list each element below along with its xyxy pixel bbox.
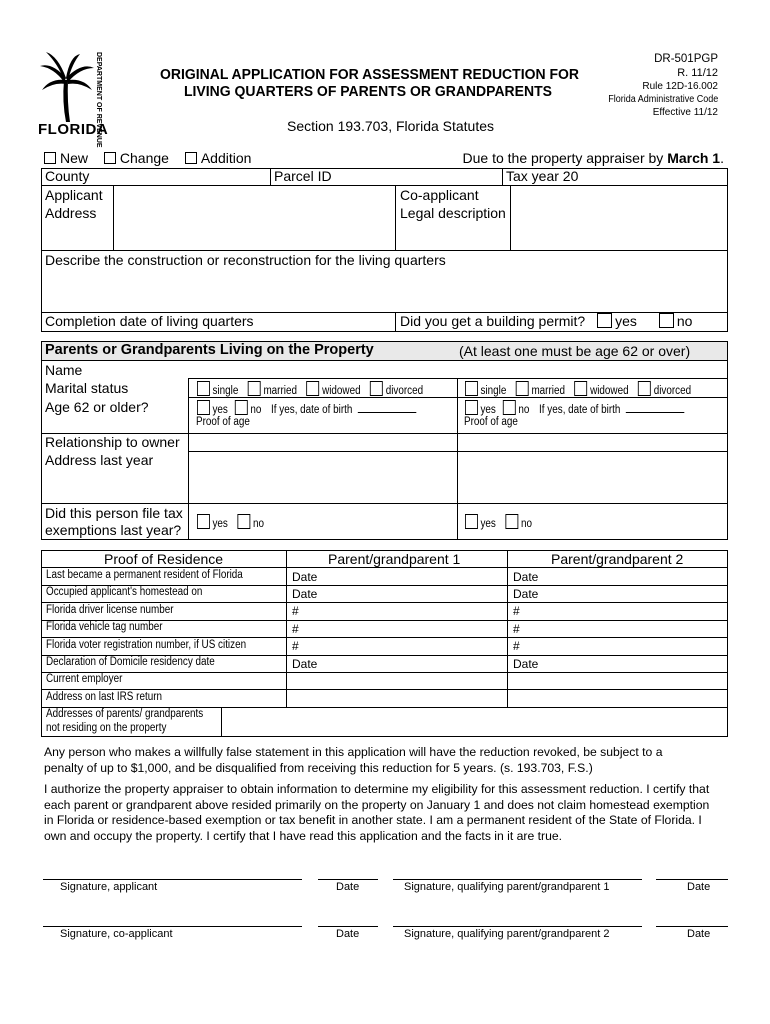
building-permit-question: Did you get a building permit? yes no bbox=[400, 313, 693, 329]
state-label: FLORIDA bbox=[38, 121, 109, 138]
parent1-proof-value[interactable]: # bbox=[292, 621, 299, 636]
parent2-dob-input[interactable] bbox=[626, 403, 684, 413]
form-number: DR-501PGP bbox=[654, 53, 718, 65]
parent1-col-header: Parent/grandparent 1 bbox=[328, 551, 461, 567]
addresses-label-1: Addresses of parents/ grandparents bbox=[46, 708, 204, 720]
cert-line-2: each parent or grandparent above resided primarily on the property on January 1 and does not claim homestead exemption bbox=[44, 798, 710, 812]
age-question: Age 62 or older? bbox=[45, 399, 149, 415]
parent2-marital: single married widowed divorced bbox=[465, 381, 691, 397]
proof-row-label: Florida vehicle tag number bbox=[46, 621, 163, 634]
parent2-widowed-checkbox[interactable] bbox=[575, 381, 588, 396]
parent2-file-tax: yes no bbox=[465, 514, 532, 530]
parent2-single-checkbox[interactable] bbox=[465, 381, 478, 396]
parent2-proof-value[interactable]: Date bbox=[513, 586, 539, 601]
form-title-line2: LIVING QUARTERS OF PARENTS OR GRANDPARENTS bbox=[184, 84, 552, 100]
parents-heading: Parents or Grandparents Living on the Property bbox=[45, 342, 374, 358]
change-label: Change bbox=[119, 150, 169, 166]
revision: R. 11/12 bbox=[677, 67, 718, 79]
parent2-age-yes-checkbox[interactable] bbox=[465, 400, 478, 415]
parent1-age-yes-checkbox[interactable] bbox=[197, 400, 210, 415]
application-type bbox=[44, 150, 251, 166]
file-tax-label-2: exemptions last year? bbox=[45, 522, 182, 538]
parent1-name-input[interactable] bbox=[190, 362, 455, 377]
applicant-date-label: Date bbox=[336, 881, 360, 893]
palm-tree-icon bbox=[40, 52, 96, 122]
parent2-proof-of-age: Proof of age bbox=[464, 416, 518, 428]
parent2-age-no-checkbox[interactable] bbox=[503, 400, 516, 415]
parent1-proof-value[interactable]: # bbox=[292, 639, 299, 654]
parent1-dob-input[interactable] bbox=[358, 403, 416, 413]
co-applicant-signature-label: Signature, co-applicant bbox=[60, 928, 173, 940]
parent1-married-checkbox[interactable] bbox=[248, 381, 261, 396]
parent1-file-tax-yes-checkbox[interactable] bbox=[197, 514, 210, 529]
addition-label: Addition bbox=[200, 150, 252, 166]
permit-yes-checkbox[interactable] bbox=[597, 313, 612, 328]
addition-checkbox[interactable] bbox=[185, 152, 197, 164]
co-applicant-label: Co-applicant bbox=[400, 187, 479, 203]
parent2-proof-value[interactable]: Date bbox=[513, 656, 539, 671]
statute-reference: Section 193.703, Florida Statutes bbox=[287, 118, 495, 134]
applicant-signature-label: Signature, applicant bbox=[60, 881, 158, 893]
legal-description-label: Legal description bbox=[400, 205, 506, 221]
parent2-proof-value[interactable]: # bbox=[513, 621, 520, 636]
proof-row-label: Declaration of Domicile residency date bbox=[46, 656, 215, 668]
proof-row-label: Occupied applicant's homestead on bbox=[46, 586, 203, 599]
parent1-date-label: Date bbox=[687, 881, 711, 893]
change-checkbox[interactable] bbox=[104, 152, 116, 164]
parent2-proof-value[interactable] bbox=[513, 691, 723, 706]
age-note: (At least one must be age 62 or over) bbox=[459, 343, 691, 359]
florida-logo bbox=[40, 52, 96, 122]
parent1-signature-label: Signature, qualifying parent/grandparent 1 bbox=[404, 881, 610, 893]
legal-description-input[interactable] bbox=[512, 187, 726, 247]
describe-input[interactable] bbox=[43, 270, 726, 310]
cert-line-3: in Florida or residence-based exemption or tax benefit in another state. I am a permanent resident of the State of Florida. I bbox=[44, 813, 702, 827]
parent2-signature-input[interactable] bbox=[393, 907, 642, 926]
admin-code: Florida Administrative Code bbox=[607, 94, 718, 105]
parent2-proof-value[interactable]: # bbox=[513, 604, 520, 619]
parent1-marital: single married widowed divorced bbox=[197, 381, 423, 397]
parent2-date-label: Date bbox=[687, 928, 711, 940]
proof-row-label: Florida voter registration number, if US citizen bbox=[46, 638, 247, 651]
proof-row-label: Address on last IRS return bbox=[46, 690, 162, 703]
addresses-input[interactable] bbox=[223, 709, 726, 735]
completion-date-label: Completion date of living quarters bbox=[45, 313, 254, 329]
due-notice: Due to the property appraiser by March 1. bbox=[462, 150, 724, 166]
relationship-label: Relationship to owner bbox=[45, 434, 180, 450]
cert-line-4: own and occupy the property. I certify that I have read this application and the facts in it are true. bbox=[44, 829, 563, 843]
parent1-proof-value[interactable]: # bbox=[292, 604, 299, 619]
address-last-year-label: Address last year bbox=[45, 452, 154, 468]
parent2-divorced-checkbox[interactable] bbox=[638, 381, 651, 396]
parent1-proof-value[interactable] bbox=[292, 674, 502, 689]
parent1-widowed-checkbox[interactable] bbox=[307, 381, 320, 396]
parent1-age: yes no If yes, date of birth bbox=[197, 400, 416, 416]
parent1-proof-of-age: Proof of age bbox=[196, 416, 250, 428]
parent2-file-tax-no-checkbox[interactable] bbox=[506, 514, 519, 529]
rule: Rule 12D-16.002 bbox=[642, 81, 718, 92]
county-input[interactable] bbox=[100, 169, 268, 184]
proof-col-header: Proof of Residence bbox=[104, 551, 224, 567]
proof-row-label: Florida driver license number bbox=[46, 603, 174, 616]
describe-label: Describe the construction or reconstruction for the living quarters bbox=[45, 252, 446, 268]
proof-row-label: Current employer bbox=[46, 673, 123, 686]
new-checkbox[interactable] bbox=[44, 152, 56, 164]
file-tax-label-1: Did this person file tax bbox=[45, 505, 183, 521]
tax-year-label: Tax year 20 bbox=[506, 168, 579, 184]
addresses-label-2: not residing on the property bbox=[46, 722, 167, 734]
parent1-proof-value[interactable]: Date bbox=[292, 586, 318, 601]
effective-date: Effective 11/12 bbox=[652, 107, 718, 118]
parent2-file-tax-yes-checkbox[interactable] bbox=[465, 514, 478, 529]
dept-label: DEPARTMENT OF REVENUE bbox=[95, 52, 102, 148]
parent2-age: yes no If yes, date of birth bbox=[465, 400, 684, 416]
parent2-signature-label: Signature, qualifying parent/grandparent 2 bbox=[404, 928, 610, 940]
applicant-label: Applicant bbox=[45, 187, 103, 203]
form-title-line1: ORIGINAL APPLICATION FOR ASSESSMENT REDUCTION FOR bbox=[160, 67, 580, 83]
applicant-input[interactable] bbox=[115, 187, 393, 247]
applicant-signature-input[interactable] bbox=[43, 860, 302, 879]
parent1-proof-value[interactable] bbox=[292, 691, 502, 706]
penalty-line-1: Any person who makes a willfully false statement in this application will have the reduction revoked, be subject to a bbox=[44, 745, 663, 759]
permit-no-checkbox[interactable] bbox=[659, 313, 674, 328]
penalty-line-2: penalty of up to $1,000, and be disqualified from receiving this reduction for 5 years. (s. 193.703, F.S.) bbox=[44, 761, 593, 775]
county-label: County bbox=[45, 168, 90, 184]
co-applicant-signature-input[interactable] bbox=[43, 907, 302, 926]
parent1-file-tax-no-checkbox[interactable] bbox=[238, 514, 251, 529]
cert-line-1: I authorize the property appraiser to obtain information to determine my eligibility for this assessment reduction. I certify that bbox=[44, 782, 710, 796]
co-applicant-date-label: Date bbox=[336, 928, 360, 940]
parent1-age-no-checkbox[interactable] bbox=[235, 400, 248, 415]
parent2-proof-value[interactable]: Date bbox=[513, 569, 539, 584]
name-label: Name bbox=[45, 362, 83, 378]
address-label: Address bbox=[45, 205, 97, 221]
parent1-divorced-checkbox[interactable] bbox=[370, 381, 383, 396]
parent2-col-header: Parent/grandparent 2 bbox=[551, 551, 684, 567]
parcel-label: Parcel ID bbox=[274, 168, 332, 184]
parent1-proof-value[interactable]: Date bbox=[292, 569, 318, 584]
proof-row-label: Last became a permanent resident of Florida bbox=[46, 569, 243, 581]
parent1-proof-value[interactable]: Date bbox=[292, 656, 318, 671]
parent1-signature-input[interactable] bbox=[393, 860, 642, 879]
parent2-proof-value[interactable]: # bbox=[513, 639, 520, 654]
marital-status-label: Marital status bbox=[45, 380, 129, 396]
new-label: New bbox=[60, 150, 89, 166]
parent2-married-checkbox[interactable] bbox=[516, 381, 529, 396]
parent2-proof-value[interactable] bbox=[513, 674, 723, 689]
parent1-file-tax: yes no bbox=[197, 514, 264, 530]
parent1-single-checkbox[interactable] bbox=[197, 381, 210, 396]
